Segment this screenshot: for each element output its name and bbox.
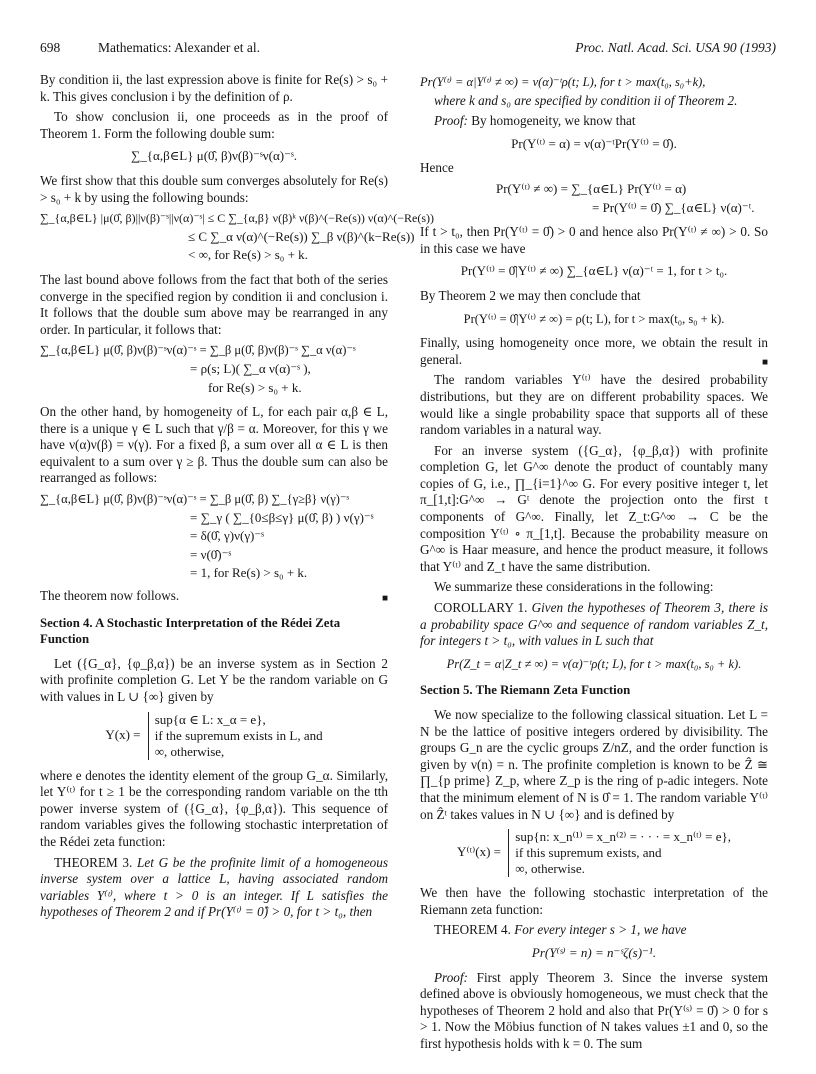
paragraph: We summarize these considerations in the following: (434, 579, 714, 595)
case-brace (508, 829, 731, 877)
page-number: 698 (40, 40, 61, 55)
case-line: ∞, otherwise. (515, 861, 585, 877)
proof-label: Proof: (434, 969, 468, 985)
equation: = ρ(s; L)( ∑_α ν(α)⁻ˢ ), (190, 360, 311, 376)
equation-cases (40, 712, 388, 760)
paragraph: We now specialize to the following classical situation. Let L = N be the lattice of positive integers ordered by divisibility. The groups G_n are the cyclic groups Z/nZ, and the order function is given by ν(n) = n. The profinite completion is known to be Ẑ ≅ ∏_{p prime} Z_p, where Z_p is the ring of p-adic integers. Note that the minimum element of N is 0̂ = 1. The random variable Y⁽ᵗ⁾ on Ẑᵗ takes values in N ∪ {∞} and is defined by (420, 707, 768, 822)
theorem (420, 922, 768, 939)
equation: Pr(Y⁽ᵗ⁾ = α) = ν(α)⁻ᵗPr(Y⁽ᵗ⁾ = 0̂). (511, 135, 677, 151)
equation: for Re(s) > s₀ + k. (208, 379, 302, 395)
case-line: if the supremum exists in L, and (154, 727, 323, 743)
paragraph: where e denotes the identity element of the group G_α. Similarly, let Y⁽ᵗ⁾ for t ≥ 1 be the corresponding random variable on the tth power inverse system of ({G_α}, {φ_β,α}). This sequence of random variables gives the following stochastic interpretation of the Rédei zeta function: (40, 767, 388, 849)
paragraph: Let ({G_α}, {φ_β,α}) be an inverse system as in Section 2 with profinite completion G. Let Y be the random variable on G with values in L ∪ {∞} given by (40, 655, 388, 704)
equation: Pr(Y⁽ᵗ⁾ = 0̂|Y⁽ᵗ⁾ ≠ ∞) ∑_{α∈L} ν(α)⁻ᵗ = 1, for t > t₀. (460, 263, 728, 279)
equation: Pr(Y⁽ˢ⁾ = n) = n⁻ˢζ(s)⁻¹. (531, 944, 657, 960)
theorem-text: Let G be the profinite limit of a homogeneous inverse system over a lattice L, having associated random variables Y⁽ᵗ⁾, where t > 0 is an integer. If L satisfies the hypotheses of Theorem 2 and if Pr(Y⁽ᵗ⁾ = 0̂) > 0, for t > t₀, then (40, 854, 388, 920)
paragraph: For an inverse system ({G_α}, {φ_β,α}) with profinite completion G, let G^∞ denote the product of countably many copies of G, i.e., ∏_{i=1}^∞ G. For every positive integer t, let π_[1,t]:G^∞ → Gᵗ denote the projection onto the first t components of G^∞. Finally, let Z_t:G^∞ → C be the composition Y⁽ᵗ⁾ ∘ π_[1,t]. Because the probability measure on G^∞ is Haar measure, and hence the product measure, it follows that Y⁽ᵗ⁾ and Z_t have the same distribution. (420, 442, 768, 574)
case-brace (148, 712, 323, 760)
paragraph-text: First apply Theorem 3. Since the inverse system defined above is obviously homogeneous, we must check that the hypotheses of Theorem 2 hold and also that Pr(Y⁽ˢ⁾ = 0̂) > 0 for s > 1. Now the Möbius function of N takes values ±1 and 0, so the first hypothesis holds with k = 0. The sum (420, 969, 769, 1051)
equation-cases (420, 829, 768, 877)
theorem-label: THEOREM 3. (54, 854, 133, 870)
paragraph: On the other hand, by homogeneity of L, for each pair α,β ∈ L, there is a unique γ ∈ L such that γ/β = α. Moreover, for this γ we have ν(α)ν(β) = ν(γ). For a fixed β, a sum over all α ∈ L is then equivalent to a sum over γ ≥ β. Thus the double sum can also be rearranged as follows: (40, 404, 388, 486)
equation: ∑_{α,β∈L} μ(0̂, β)ν(β)⁻ˢν(α)⁻ˢ. (131, 148, 297, 164)
page-header (40, 40, 776, 60)
paragraph (420, 113, 768, 130)
equation-lhs: Y(x) = (105, 726, 141, 742)
paragraph: To show conclusion ii, one proceeds as in the proof of Theorem 1. Form the following double sum: (40, 109, 388, 141)
corollary-label: COROLLARY 1. (434, 600, 528, 616)
equation: = 1, for Re(s) > s₀ + k. (190, 565, 308, 581)
case-line: ∞, otherwise, (154, 743, 225, 759)
theorem-text: For every integer s > 1, we have (514, 922, 687, 938)
equation: Pr(Y⁽ᵗ⁾ ≠ ∞) = ∑_{α∈L} Pr(Y⁽ᵗ⁾ = α) (496, 180, 687, 196)
left-column (40, 72, 434, 925)
theorem-label: THEOREM 4. (434, 922, 511, 938)
equation: < ∞, for Re(s) > s₀ + k. (188, 247, 308, 263)
equation: = δ(0̂, γ)ν(γ)⁻ˢ (190, 528, 265, 544)
paragraph-text: The theorem now follows. (40, 588, 180, 604)
case-line: sup{α ∈ L: x_α = e}, (154, 711, 266, 727)
journal-citation: Proc. Natl. Acad. Sci. USA 90 (1993) (575, 40, 776, 55)
paragraph: If t > t₀, then Pr(Y⁽ᵗ⁾ = 0̂) > 0 and hence also Pr(Y⁽ᵗ⁾ ≠ ∞) > 0. So in this case we have (420, 224, 768, 256)
section-heading: Section 5. The Riemann Zeta Function (420, 683, 631, 698)
right-column (420, 72, 768, 1057)
paragraph: By Theorem 2 we may then conclude that (420, 287, 641, 303)
corollary-text: Given the hypotheses of Theorem 3, there is a probability space G^∞ and sequence of random variables Z_t, for integers t > t₀, with values in L such that (420, 600, 769, 649)
paragraph (420, 335, 768, 368)
equation: = ν(0̂)⁻ˢ (190, 546, 232, 562)
paragraph: The last bound above follows from the fact that both of the series converge in the specified region by condition ii and conclusion i. It follows that the double sum above may be rearranged in any order. In particular, it follows that: (40, 271, 388, 337)
paragraph (420, 970, 768, 1053)
equation: ≤ C ∑_α ν(α)^(−Re(s)) ∑_β ν(β)^(k−Re(s)) (188, 228, 415, 244)
paragraph: We then have the following stochastic interpretation of the Riemann zeta function: (420, 885, 768, 917)
running-authors: Mathematics: Alexander et al. (98, 40, 260, 55)
paragraph: We first show that this double sum converges absolutely for Re(s) > s₀ + k by using the following bounds: (40, 172, 388, 205)
paragraph: Hence (420, 160, 454, 176)
equation: ∑_{α,β∈L} |μ(0̂, β)||ν(β)⁻ˢ||ν(α)⁻ˢ| ≤ C ∑_{α,β} ν(β)ᵏ ν(β)^(−Re(s)) ν(α)^(−Re(s)) (40, 211, 434, 226)
equation: = Pr(Y⁽ᵗ⁾ = 0̂) ∑_{α∈L} ν(α)⁻ᵗ. (592, 199, 755, 215)
equation: Pr(Z_t = α|Z_t ≠ ∞) = ν(α)⁻ᵗρ(t; L), for t > max(t₀, s₀ + k). (446, 656, 742, 671)
equation: Pr(Y⁽ᵗ⁾ = 0̂|Y⁽ᵗ⁾ ≠ ∞) = ρ(t; L), for t > max(t₀, s₀ + k). (463, 311, 725, 326)
paragraph (40, 588, 388, 605)
equation: ∑_{α,β∈L} μ(0̂, β)ν(β)⁻ˢν(α)⁻ˢ = ∑_β μ(0̂, β)ν(β)⁻ˢ ∑_α ν(α)⁻ˢ (40, 343, 356, 358)
paragraph: The random variables Y⁽ᵗ⁾ have the desired probability distributions, but they are on different probability spaces. We would like a single probability space that supports all of these random variables in a natural way. (420, 372, 768, 438)
corollary (420, 600, 768, 650)
case-line: if this supremum exists, and (515, 845, 662, 861)
equation: Pr(Y⁽ᵗ⁾ = α|Y⁽ᵗ⁾ ≠ ∞) = ν(α)⁻ᵗρ(t; L), for t > max(t₀, s₀+k), (420, 75, 706, 89)
paragraph: By condition ii, the last expression above is finite for Re(s) > s₀ + k. This gives conclusion i by the definition of ρ. (40, 72, 388, 104)
equation: = ∑_γ ( ∑_{0≤β≤γ} μ(0̂, β) ) ν(γ)⁻ˢ (190, 509, 374, 525)
qed-icon: ■ (381, 593, 388, 605)
equation: ∑_{α,β∈L} μ(0̂, β)ν(β)⁻ˢν(α)⁻ˢ = ∑_β μ(0̂, β) ∑_{γ≥β} ν(γ)⁻ˢ (40, 492, 350, 507)
theorem (40, 855, 388, 921)
paragraph-text: By homogeneity, we know that (471, 113, 636, 129)
section-heading: Section 4. A Stochastic Interpretation of the Rédei Zeta Function (40, 615, 341, 647)
paragraph-text: Finally, using homogeneity once more, we obtain the result in general. (420, 335, 768, 367)
equation-lhs: Y⁽ᵗ⁾(x) = (457, 844, 502, 860)
proof-label: Proof: (434, 113, 468, 129)
paragraph: where k and s₀ are specified by condition ii of Theorem 2. (434, 92, 738, 108)
qed-icon: ■ (761, 356, 768, 368)
case-line: sup{n: x_n⁽¹⁾ = x_n⁽²⁾ = · · · = x_n⁽ᵗ⁾ = e}, (515, 829, 731, 845)
